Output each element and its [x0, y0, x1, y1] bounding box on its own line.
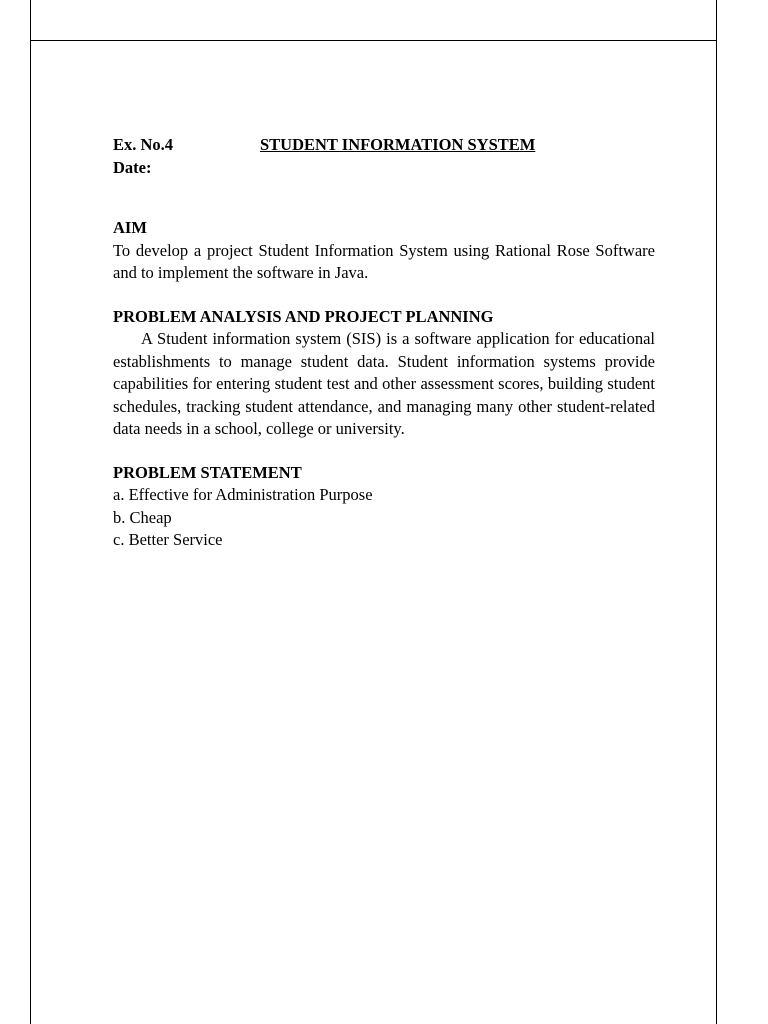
statement-item: b. Cheap	[113, 507, 172, 527]
exercise-number: Ex. No.4	[113, 135, 174, 154]
statement-item: a. Effective for Administration Purpose	[113, 485, 373, 504]
analysis-text: A Student information system (SIS) is a software application for educational establishments to manage student data. Student information systems provide capabilities for entering student test and other assessment scores, building student schedules, tracking student attendance, and managing many other student-related data needs in a school, college or university.	[113, 329, 655, 438]
statement-heading: PROBLEM STATEMENT	[113, 462, 302, 482]
statement-item: c. Better Service	[113, 530, 223, 549]
aim-heading: AIM	[113, 218, 147, 237]
page-border-left	[30, 0, 31, 1024]
analysis-heading: PROBLEM ANALYSIS AND PROJECT PLANNING	[113, 306, 494, 326]
document-title: STUDENT INFORMATION SYSTEM	[260, 135, 536, 154]
spacer	[113, 179, 655, 217]
aim-text: To develop a project Student Information System using Rational Rose Software and to implement the software in Java.	[113, 240, 655, 282]
spacer	[113, 441, 655, 462]
page-border-right	[716, 0, 717, 1024]
spacer	[113, 285, 655, 306]
date-label: Date:	[113, 157, 152, 177]
page-border-top	[30, 40, 717, 41]
document-body	[113, 134, 655, 552]
document-header	[113, 134, 655, 157]
